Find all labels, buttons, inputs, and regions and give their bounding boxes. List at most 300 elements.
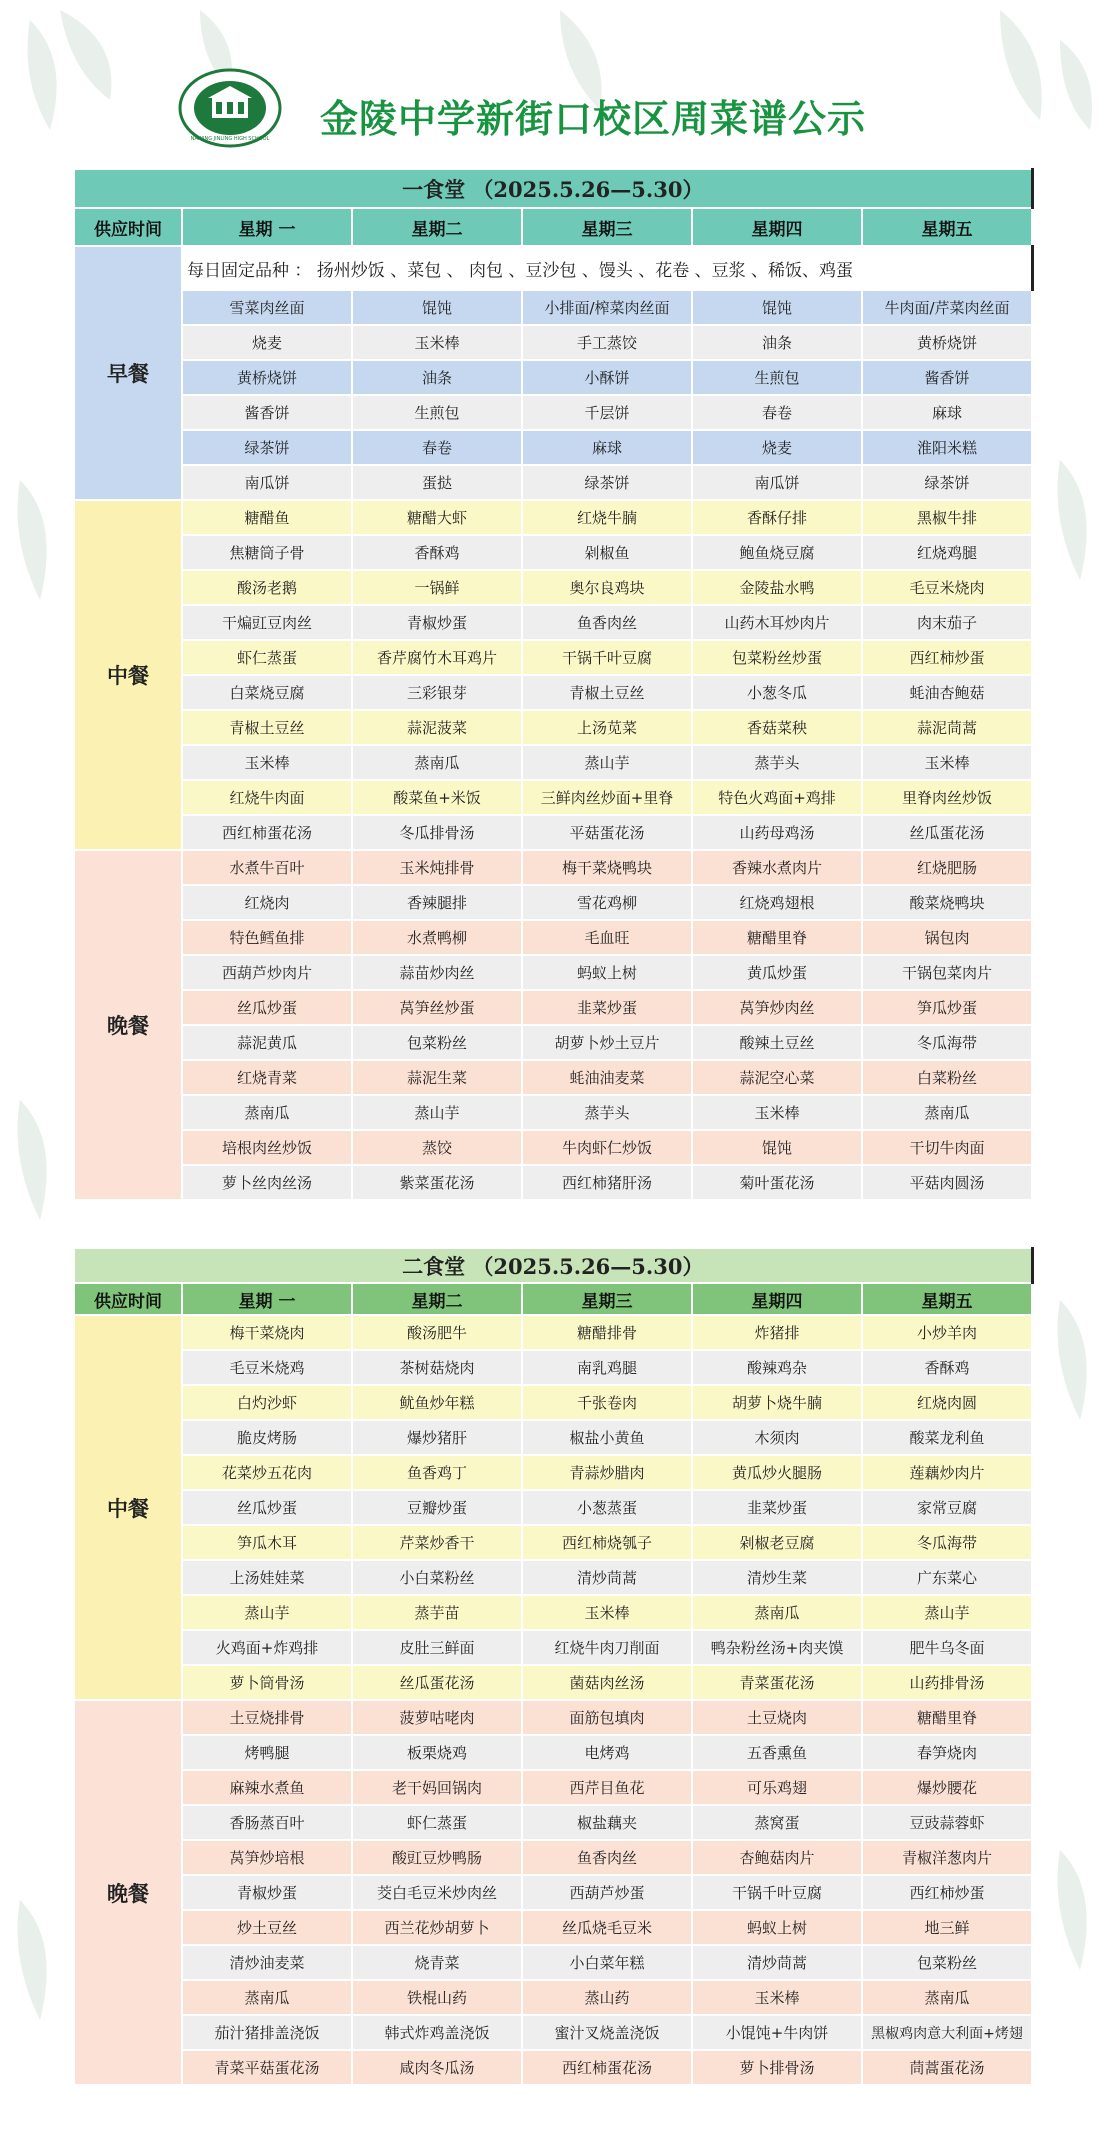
dish-cell: 山药木耳炒肉片 xyxy=(692,605,862,640)
dish-cell: 小馄饨+牛肉饼 xyxy=(692,2015,862,2050)
dish-cell: 烧麦 xyxy=(692,430,862,465)
dish-cell: 蒜泥黄瓜 xyxy=(182,1025,352,1060)
menu-row xyxy=(74,360,1032,395)
dish-cell: 西红柿蛋花汤 xyxy=(182,815,352,850)
dish-cell: 笋瓜炒蛋 xyxy=(862,990,1032,1025)
meal-label: 中餐 xyxy=(74,1315,182,1700)
dish-cell: 蒸南瓜 xyxy=(862,1980,1032,2015)
dish-cell: 绿茶饼 xyxy=(182,430,352,465)
dish-cell: 豆豉蒜蓉虾 xyxy=(862,1805,1032,1840)
dish-cell: 白菜粉丝 xyxy=(862,1060,1032,1095)
dish-cell: 生煎包 xyxy=(352,395,522,430)
menu-row xyxy=(74,535,1032,570)
menu-row xyxy=(74,605,1032,640)
menu-row xyxy=(74,1525,1032,1560)
menu-row xyxy=(74,1630,1032,1665)
dish-cell: 皮肚三鲜面 xyxy=(352,1630,522,1665)
dish-cell: 清炒生菜 xyxy=(692,1560,862,1595)
dish-cell: 青椒土豆丝 xyxy=(182,710,352,745)
menu-row xyxy=(74,1665,1032,1700)
dish-cell: 金陵盐水鸭 xyxy=(692,570,862,605)
dish-cell: 青椒炒蛋 xyxy=(182,1875,352,1910)
dish-cell: 青菜平菇蛋花汤 xyxy=(182,2050,352,2085)
dish-cell: 酱香饼 xyxy=(862,360,1032,395)
menu-row xyxy=(74,1130,1032,1165)
dish-cell: 丝瓜蛋花汤 xyxy=(352,1665,522,1700)
dish-cell: 清炒茼蒿 xyxy=(522,1560,692,1595)
dish-cell: 莴笋丝炒蛋 xyxy=(352,990,522,1025)
dish-cell: 西葫芦炒蛋 xyxy=(522,1875,692,1910)
dish-cell: 冬瓜排骨汤 xyxy=(352,815,522,850)
dish-cell: 肥牛乌冬面 xyxy=(862,1630,1032,1665)
dish-cell: 玉米棒 xyxy=(352,325,522,360)
menu-row xyxy=(74,1385,1032,1420)
menu-row xyxy=(74,325,1032,360)
dish-cell: 西芹目鱼花 xyxy=(522,1770,692,1805)
weekday-header: 星期三 xyxy=(522,1283,692,1315)
dish-cell: 牛肉虾仁炒饭 xyxy=(522,1130,692,1165)
dish-cell: 丝瓜炒蛋 xyxy=(182,990,352,1025)
dish-cell: 红烧青菜 xyxy=(182,1060,352,1095)
dish-cell: 椒盐小黄鱼 xyxy=(522,1420,692,1455)
dish-cell: 爆炒猪肝 xyxy=(352,1420,522,1455)
canteen-2-menu xyxy=(73,1247,1031,2086)
dish-cell: 蒸南瓜 xyxy=(862,1095,1032,1130)
dish-cell: 椒盐藕夹 xyxy=(522,1805,692,1840)
menu-row xyxy=(74,1350,1032,1385)
dish-cell: 白菜烧豆腐 xyxy=(182,675,352,710)
dish-cell: 青椒洋葱肉片 xyxy=(862,1840,1032,1875)
menu-row xyxy=(74,1560,1032,1595)
dish-cell: 包菜粉丝炒蛋 xyxy=(692,640,862,675)
dish-cell: 培根肉丝炒饭 xyxy=(182,1130,352,1165)
dish-cell: 板栗烧鸡 xyxy=(352,1735,522,1770)
dish-cell: 淮阳米糕 xyxy=(862,430,1032,465)
dish-cell: 老干妈回锅肉 xyxy=(352,1770,522,1805)
dish-cell: 电烤鸡 xyxy=(522,1735,692,1770)
dish-cell: 糖醋里脊 xyxy=(862,1700,1032,1735)
dish-cell: 韩式炸鸡盖浇饭 xyxy=(352,2015,522,2050)
meal-label: 中餐 xyxy=(74,500,182,850)
dish-cell: 手工蒸饺 xyxy=(522,325,692,360)
dish-cell: 酸汤老鹅 xyxy=(182,570,352,605)
dish-cell: 梅干菜烧肉 xyxy=(182,1315,352,1350)
dish-cell: 蚂蚁上树 xyxy=(692,1910,862,1945)
dish-cell: 小白菜年糕 xyxy=(522,1945,692,1980)
dish-cell: 麻球 xyxy=(862,395,1032,430)
dish-cell: 特色鳕鱼排 xyxy=(182,920,352,955)
dish-cell: 茶树菇烧肉 xyxy=(352,1350,522,1385)
dish-cell: 香辣腿排 xyxy=(352,885,522,920)
dish-cell: 三彩银芽 xyxy=(352,675,522,710)
page-header xyxy=(0,60,1110,170)
dish-cell: 蒸南瓜 xyxy=(352,745,522,780)
dish-cell: 山药母鸡汤 xyxy=(692,815,862,850)
dish-cell: 鱿鱼炒年糕 xyxy=(352,1385,522,1420)
dish-cell: 绿茶饼 xyxy=(522,465,692,500)
dish-cell: 炸猪排 xyxy=(692,1315,862,1350)
dish-cell: 蜜汁叉烧盖浇饭 xyxy=(522,2015,692,2050)
dish-cell: 蒜苗炒肉丝 xyxy=(352,955,522,990)
menu-row xyxy=(74,1420,1032,1455)
dish-cell: 馄饨 xyxy=(692,290,862,325)
dish-cell: 山药排骨汤 xyxy=(862,1665,1032,1700)
weekday-header-row xyxy=(74,208,1032,246)
dish-cell: 糖醋鱼 xyxy=(182,500,352,535)
dish-cell: 干锅包菜肉片 xyxy=(862,955,1032,990)
dish-cell: 莲藕炒肉片 xyxy=(862,1455,1032,1490)
menu-row xyxy=(74,745,1032,780)
dish-cell: 酸辣土豆丝 xyxy=(692,1025,862,1060)
dish-cell: 剁椒鱼 xyxy=(522,535,692,570)
dish-cell: 鱼香肉丝 xyxy=(522,1840,692,1875)
dish-cell: 毛豆米烧鸡 xyxy=(182,1350,352,1385)
dish-cell: 红烧肥肠 xyxy=(862,850,1032,885)
school-seal-icon xyxy=(178,68,282,148)
menu-row xyxy=(74,1840,1032,1875)
dish-cell: 绿茶饼 xyxy=(862,465,1032,500)
dish-cell: 酸辣鸡杂 xyxy=(692,1350,862,1385)
menu-table xyxy=(73,1247,1034,2086)
dish-cell: 包菜粉丝 xyxy=(862,1945,1032,1980)
dish-cell: 酸汤肥牛 xyxy=(352,1315,522,1350)
dish-cell: 红烧鸡腿 xyxy=(862,535,1032,570)
canteen-1-menu xyxy=(73,168,1031,1201)
menu-row xyxy=(74,1025,1032,1060)
dish-cell: 小葱冬瓜 xyxy=(692,675,862,710)
dish-cell: 茄汁猪排盖浇饭 xyxy=(182,2015,352,2050)
weekday-header: 星期四 xyxy=(692,208,862,246)
menu-row xyxy=(74,2015,1032,2050)
dish-cell: 南乳鸡腿 xyxy=(522,1350,692,1385)
menu-row xyxy=(74,780,1032,815)
dish-cell: 杏鲍菇肉片 xyxy=(692,1840,862,1875)
dish-cell: 春笋烧肉 xyxy=(862,1735,1032,1770)
dish-cell: 菊叶蛋花汤 xyxy=(692,1165,862,1200)
dish-cell: 蒜泥菠菜 xyxy=(352,710,522,745)
menu-row xyxy=(74,1315,1032,1350)
dish-cell: 丝瓜烧毛豆米 xyxy=(522,1910,692,1945)
menu-row xyxy=(74,570,1032,605)
dish-cell: 雪菜肉丝面 xyxy=(182,290,352,325)
dish-cell: 南瓜饼 xyxy=(182,465,352,500)
menu-row xyxy=(74,990,1032,1025)
dish-cell: 虾仁蒸蛋 xyxy=(182,640,352,675)
dish-cell: 青菜蛋花汤 xyxy=(692,1665,862,1700)
menu-row xyxy=(74,1455,1032,1490)
meal-label: 晚餐 xyxy=(74,850,182,1200)
dish-cell: 小排面/榨菜肉丝面 xyxy=(522,290,692,325)
dish-cell: 可乐鸡翅 xyxy=(692,1770,862,1805)
dish-cell: 包菜粉丝 xyxy=(352,1025,522,1060)
dish-cell: 丝瓜蛋花汤 xyxy=(862,815,1032,850)
dish-cell: 菠萝咕咾肉 xyxy=(352,1700,522,1735)
dish-cell: 玉米棒 xyxy=(182,745,352,780)
dish-cell: 蚝油油麦菜 xyxy=(522,1060,692,1095)
dish-cell: 蒸窝蛋 xyxy=(692,1805,862,1840)
canteen-title-row xyxy=(74,169,1032,208)
dish-cell: 千层饼 xyxy=(522,395,692,430)
dish-cell: 鸭杂粉丝汤+肉夹馍 xyxy=(692,1630,862,1665)
dish-cell: 冬瓜海带 xyxy=(862,1025,1032,1060)
dish-cell: 西红柿炒蛋 xyxy=(862,640,1032,675)
dish-cell: 酱香饼 xyxy=(182,395,352,430)
dish-cell: 火鸡面+炸鸡排 xyxy=(182,1630,352,1665)
dish-cell: 蒸芋苗 xyxy=(352,1595,522,1630)
dish-cell: 蒜泥空心菜 xyxy=(692,1060,862,1095)
page-title: 金陵中学新街口校区周菜谱公示 xyxy=(320,97,867,141)
menu-row xyxy=(74,1805,1032,1840)
menu-row xyxy=(74,1945,1032,1980)
dish-cell: 萝卜排骨汤 xyxy=(692,2050,862,2085)
dish-cell: 西兰花炒胡萝卜 xyxy=(352,1910,522,1945)
dish-cell: 爆炒腰花 xyxy=(862,1770,1032,1805)
dish-cell: 糖醋大虾 xyxy=(352,500,522,535)
dish-cell: 干切牛肉面 xyxy=(862,1130,1032,1165)
supply-time-header: 供应时间 xyxy=(74,208,182,246)
dish-cell: 蒸南瓜 xyxy=(692,1595,862,1630)
dish-cell: 干锅千叶豆腐 xyxy=(692,1875,862,1910)
meal-label: 早餐 xyxy=(74,246,182,500)
dish-cell: 炒土豆丝 xyxy=(182,1910,352,1945)
dish-cell: 酸菜烧鸭块 xyxy=(862,885,1032,920)
dish-cell: 小酥饼 xyxy=(522,360,692,395)
dish-cell: 红烧牛腩 xyxy=(522,500,692,535)
dish-cell: 水煮牛百叶 xyxy=(182,850,352,885)
dish-cell: 香酥仔排 xyxy=(692,500,862,535)
dish-cell: 馄饨 xyxy=(352,290,522,325)
dish-cell: 蚝油杏鲍菇 xyxy=(862,675,1032,710)
dish-cell: 西葫芦炒肉片 xyxy=(182,955,352,990)
dish-cell: 平菇蛋花汤 xyxy=(522,815,692,850)
dish-cell: 生煎包 xyxy=(692,360,862,395)
dish-cell: 香酥鸡 xyxy=(862,1350,1032,1385)
menu-row xyxy=(74,1875,1032,1910)
menu-row xyxy=(74,1095,1032,1130)
dish-cell: 铁棍山药 xyxy=(352,1980,522,2015)
dish-cell: 胡萝卜烧牛腩 xyxy=(692,1385,862,1420)
menu-row xyxy=(74,1060,1032,1095)
dish-cell: 清炒油麦菜 xyxy=(182,1945,352,1980)
menu-row xyxy=(74,1980,1032,2015)
dish-cell: 咸肉冬瓜汤 xyxy=(352,2050,522,2085)
dish-cell: 小葱蒸蛋 xyxy=(522,1490,692,1525)
dish-cell: 三鲜肉丝炒面+里脊 xyxy=(522,780,692,815)
dish-cell: 上汤娃娃菜 xyxy=(182,1560,352,1595)
menu-row xyxy=(74,2050,1032,2085)
dish-cell: 冬瓜海带 xyxy=(862,1525,1032,1560)
dish-cell: 春卷 xyxy=(352,430,522,465)
weekday-header-row xyxy=(74,1283,1032,1315)
dish-cell: 玉米棒 xyxy=(692,1095,862,1130)
dish-cell: 红烧牛肉面 xyxy=(182,780,352,815)
menu-row xyxy=(74,1595,1032,1630)
fixed-items-row xyxy=(74,246,1032,290)
dish-cell: 香菇菜秧 xyxy=(692,710,862,745)
dish-cell: 糖醋排骨 xyxy=(522,1315,692,1350)
dish-cell: 奥尔良鸡块 xyxy=(522,570,692,605)
dish-cell: 小炒羊肉 xyxy=(862,1315,1032,1350)
dish-cell: 土豆烧肉 xyxy=(692,1700,862,1735)
dish-cell: 上汤苋菜 xyxy=(522,710,692,745)
dish-cell: 蒜泥生菜 xyxy=(352,1060,522,1095)
menu-row xyxy=(74,850,1032,885)
menu-row xyxy=(74,465,1032,500)
weekday-header: 星期二 xyxy=(352,1283,522,1315)
dish-cell: 蒸山芋 xyxy=(522,745,692,780)
menu-row xyxy=(74,395,1032,430)
canteen-title: 一食堂 （2025.5.26—5.30） xyxy=(74,169,1032,208)
dish-cell: 蒜泥茼蒿 xyxy=(862,710,1032,745)
menu-row xyxy=(74,1770,1032,1805)
canteen-title: 二食堂 （2025.5.26—5.30） xyxy=(74,1248,1032,1283)
dish-cell: 蒸山芋 xyxy=(862,1595,1032,1630)
weekday-header: 星期四 xyxy=(692,1283,862,1315)
menu-row xyxy=(74,885,1032,920)
menu-row xyxy=(74,290,1032,325)
dish-cell: 糖醋里脊 xyxy=(692,920,862,955)
dish-cell: 西红柿烧瓠子 xyxy=(522,1525,692,1560)
dish-cell: 锅包肉 xyxy=(862,920,1032,955)
dish-cell: 青椒土豆丝 xyxy=(522,675,692,710)
dish-cell: 毛豆米烧肉 xyxy=(862,570,1032,605)
dish-cell: 蒸山药 xyxy=(522,1980,692,2015)
dish-cell: 韭菜炒蛋 xyxy=(522,990,692,1025)
dish-cell: 西红柿蛋花汤 xyxy=(522,2050,692,2085)
dish-cell: 特色火鸡面+鸡排 xyxy=(692,780,862,815)
menu-row xyxy=(74,955,1032,990)
dish-cell: 蚂蚁上树 xyxy=(522,955,692,990)
dish-cell: 笋瓜木耳 xyxy=(182,1525,352,1560)
dish-cell: 蒸山芋 xyxy=(352,1095,522,1130)
weekday-header: 星期五 xyxy=(862,208,1032,246)
dish-cell: 红烧牛肉刀削面 xyxy=(522,1630,692,1665)
menu-row xyxy=(74,1490,1032,1525)
dish-cell: 菌菇肉丝汤 xyxy=(522,1665,692,1700)
dish-cell: 一锅鲜 xyxy=(352,570,522,605)
dish-cell: 黑椒牛排 xyxy=(862,500,1032,535)
dish-cell: 广东菜心 xyxy=(862,1560,1032,1595)
dish-cell: 土豆烧排骨 xyxy=(182,1700,352,1735)
dish-cell: 剁椒老豆腐 xyxy=(692,1525,862,1560)
weekday-header: 星期二 xyxy=(352,208,522,246)
dish-cell: 花菜炒五花肉 xyxy=(182,1455,352,1490)
dish-cell: 红烧鸡翅根 xyxy=(692,885,862,920)
dish-cell: 梅干菜烧鸭块 xyxy=(522,850,692,885)
dish-cell: 莴笋炒肉丝 xyxy=(692,990,862,1025)
dish-cell: 红烧肉 xyxy=(182,885,352,920)
dish-cell: 玉米棒 xyxy=(522,1595,692,1630)
dish-cell: 焦糖筒子骨 xyxy=(182,535,352,570)
fixed-items-label: 每日固定品种 ： 扬州炒饭 、菜包 、 肉包 、豆沙包 、馒头 、花卷 、豆浆 、稀饭、鸡蛋 xyxy=(182,246,1032,290)
dish-cell: 脆皮烤肠 xyxy=(182,1420,352,1455)
menu-row xyxy=(74,675,1032,710)
menu-table xyxy=(73,168,1034,1201)
dish-cell: 水煮鸭柳 xyxy=(352,920,522,955)
dish-cell: 酸菜鱼+米饭 xyxy=(352,780,522,815)
weekday-header: 星期五 xyxy=(862,1283,1032,1315)
dish-cell: 蒸南瓜 xyxy=(182,1980,352,2015)
dish-cell: 黄桥烧饼 xyxy=(862,325,1032,360)
dish-cell: 南瓜饼 xyxy=(692,465,862,500)
dish-cell: 胡萝卜炒土豆片 xyxy=(522,1025,692,1060)
dish-cell: 莴笋炒培根 xyxy=(182,1840,352,1875)
dish-cell: 香肠蒸百叶 xyxy=(182,1805,352,1840)
menu-row xyxy=(74,1735,1032,1770)
dish-cell: 香辣水煮肉片 xyxy=(692,850,862,885)
dish-cell: 五香熏鱼 xyxy=(692,1735,862,1770)
dish-cell: 丝瓜炒蛋 xyxy=(182,1490,352,1525)
dish-cell: 蒸南瓜 xyxy=(182,1095,352,1130)
dish-cell: 清炒茼蒿 xyxy=(692,1945,862,1980)
dish-cell: 黄桥烧饼 xyxy=(182,360,352,395)
dish-cell: 蒸芋头 xyxy=(522,1095,692,1130)
dish-cell: 黄瓜炒火腿肠 xyxy=(692,1455,862,1490)
meal-label: 晚餐 xyxy=(74,1700,182,2085)
menu-row xyxy=(74,1700,1032,1735)
dish-cell: 肉末茄子 xyxy=(862,605,1032,640)
dish-cell: 鱼香肉丝 xyxy=(522,605,692,640)
dish-cell: 麻辣水煮鱼 xyxy=(182,1770,352,1805)
dish-cell: 春卷 xyxy=(692,395,862,430)
dish-cell: 里脊肉丝炒饭 xyxy=(862,780,1032,815)
menu-row xyxy=(74,500,1032,535)
menu-row xyxy=(74,1165,1032,1200)
supply-time-header: 供应时间 xyxy=(74,1283,182,1315)
dish-cell: 家常豆腐 xyxy=(862,1490,1032,1525)
dish-cell: 玉米炖排骨 xyxy=(352,850,522,885)
dish-cell: 烤鸭腿 xyxy=(182,1735,352,1770)
dish-cell: 馄饨 xyxy=(692,1130,862,1165)
dish-cell: 鲍鱼烧豆腐 xyxy=(692,535,862,570)
menu-row xyxy=(74,1910,1032,1945)
dish-cell: 青椒炒蛋 xyxy=(352,605,522,640)
dish-cell: 面筋包填肉 xyxy=(522,1700,692,1735)
dish-cell: 紫菜蛋花汤 xyxy=(352,1165,522,1200)
dish-cell: 香芹腐竹木耳鸡片 xyxy=(352,640,522,675)
canteen-title-row xyxy=(74,1248,1032,1283)
dish-cell: 白灼沙虾 xyxy=(182,1385,352,1420)
dish-cell: 青蒜炒腊肉 xyxy=(522,1455,692,1490)
dish-cell: 西红柿炒蛋 xyxy=(862,1875,1032,1910)
dish-cell: 酸豇豆炒鸭肠 xyxy=(352,1840,522,1875)
dish-cell: 干锅千叶豆腐 xyxy=(522,640,692,675)
dish-cell: 烧麦 xyxy=(182,325,352,360)
weekday-header: 星期 一 xyxy=(182,208,352,246)
dish-cell: 芹菜炒香干 xyxy=(352,1525,522,1560)
dish-cell: 牛肉面/芹菜肉丝面 xyxy=(862,290,1032,325)
dish-cell: 蒸饺 xyxy=(352,1130,522,1165)
dish-cell: 毛血旺 xyxy=(522,920,692,955)
dish-cell: 麻球 xyxy=(522,430,692,465)
dish-cell: 玉米棒 xyxy=(692,1980,862,2015)
dish-cell: 烧青菜 xyxy=(352,1945,522,1980)
dish-cell: 千张卷肉 xyxy=(522,1385,692,1420)
dish-cell: 蛋挞 xyxy=(352,465,522,500)
dish-cell: 香酥鸡 xyxy=(352,535,522,570)
weekday-header: 星期三 xyxy=(522,208,692,246)
dish-cell: 萝卜筒骨汤 xyxy=(182,1665,352,1700)
dish-cell: 萝卜丝肉丝汤 xyxy=(182,1165,352,1200)
dish-cell: 蒸山芋 xyxy=(182,1595,352,1630)
dish-cell: 黄瓜炒蛋 xyxy=(692,955,862,990)
dish-cell: 木须肉 xyxy=(692,1420,862,1455)
menu-row xyxy=(74,815,1032,850)
dish-cell: 雪花鸡柳 xyxy=(522,885,692,920)
dish-cell: 地三鲜 xyxy=(862,1910,1032,1945)
menu-row xyxy=(74,640,1032,675)
dish-cell: 红烧肉圆 xyxy=(862,1385,1032,1420)
